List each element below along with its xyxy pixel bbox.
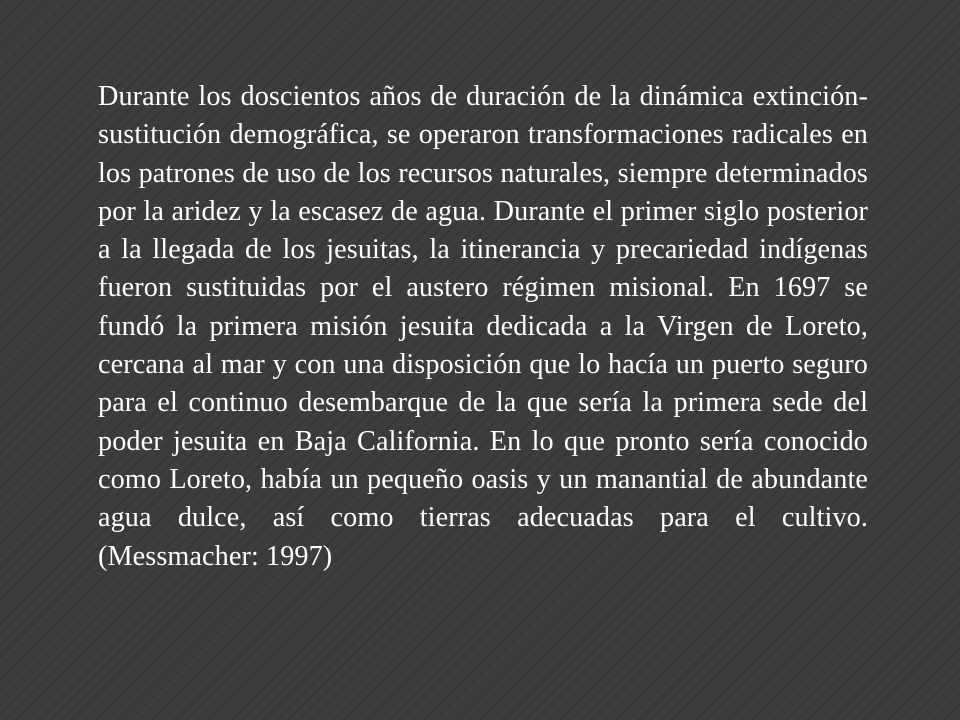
slide-body-paragraph: Durante los doscientos años de duración de la dinámica extinción-sustitución demográfica, se operaron transformaciones radicales en los patrones de uso de los recursos naturales, siempre determinados por la aridez y la escasez de agua. Durante el primer siglo posterior a la llegada de los jesuitas, la itinerancia y precariedad indígenas fueron sustituidas por el austero régimen misional. En 1697 se fundó la primera misión jesuita dedicada a la Virgen de Loreto, cercana al mar y con una disposición que lo hacía un puerto seguro para el continuo desembarque de la que sería la primera sede del poder jesuita en Baja California. En lo que pronto sería conocido como Loreto, había un pequeño oasis y un manantial de abundante agua dulce, así como tierras adecuadas para el cultivo. (Messmacher: 1997) — [98, 81, 868, 572]
